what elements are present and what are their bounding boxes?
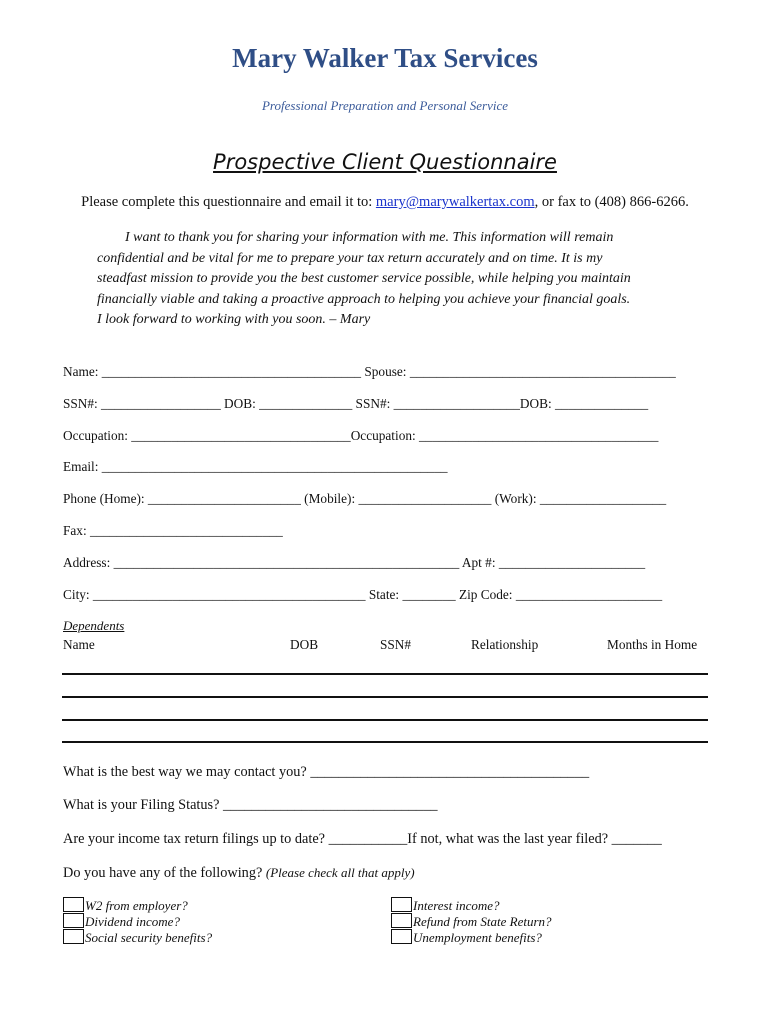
instructions: [0, 194, 770, 211]
checklist-item[interactable]: [63, 913, 212, 929]
dependents-col-months: Months in Home: [607, 637, 698, 652]
letter-line: I want to thank you for sharing your information with me. This information will remain: [125, 230, 614, 245]
checkbox[interactable]: [391, 897, 412, 912]
dependents-col-relationship: Relationship: [471, 637, 539, 652]
letter-line: confidential and be vital for me to prepare your tax return accurately and on time. It is my: [97, 250, 603, 266]
email-field[interactable]: Email: ____________________________________________________: [63, 459, 448, 474]
city-state-zip-field[interactable]: City: _________________________________________ State: ________ Zip Code: ______________________: [63, 587, 663, 602]
checklist-right: [391, 897, 552, 945]
checklist-left: [63, 897, 212, 945]
checklist-label: W2 from employer?: [85, 898, 188, 913]
name-spouse-field[interactable]: Name: _______________________________________ Spouse: ________________________________________: [63, 364, 676, 379]
contact-question[interactable]: What is the best way we may contact you? _______________________________________: [63, 764, 590, 780]
dependents-col-name: Name: [63, 637, 95, 652]
checklist-label: Social security benefits?: [85, 930, 213, 945]
letter-line: financially viable and taking a proactive approach to helping you achieve your financial goals.: [97, 291, 631, 307]
dependent-row-line[interactable]: [62, 673, 708, 675]
up-to-date-question[interactable]: Are your income tax return filings up to date? ___________If not, what was the last year filed? _______: [63, 831, 662, 847]
have-any-note: (Please check all that apply): [265, 865, 415, 880]
have-any-text: Do you have any of the following?: [63, 865, 263, 881]
address-field[interactable]: Address: ____________________________________________________ Apt #: ______________________: [63, 555, 646, 570]
checklist-item[interactable]: [391, 913, 552, 929]
dependent-row-line[interactable]: [62, 696, 708, 698]
letter-line: steadfast mission to provide you the best customer service possible, while helping you maintain: [97, 271, 631, 287]
checkbox[interactable]: [63, 913, 84, 928]
phone-field[interactable]: Phone (Home): _______________________ (Mobile): ____________________ (Work): ___________________: [63, 491, 667, 506]
letter-line: I look forward to working with you soon. – Mary: [97, 312, 371, 328]
instructions-prefix: Please complete this questionnaire and email it to:: [81, 194, 376, 210]
company-tagline: Professional Preparation and Personal Service: [261, 98, 508, 113]
have-any-question: [63, 865, 415, 882]
checkbox[interactable]: [63, 897, 84, 912]
checkbox[interactable]: [391, 929, 412, 944]
filing-status-question[interactable]: What is your Filing Status? ______________________________: [63, 797, 438, 813]
form-title: Prospective Client Questionnaire: [213, 150, 557, 174]
email-link[interactable]: mary@marywalkertax.com: [375, 194, 535, 210]
dependents-col-dob: DOB: [290, 637, 319, 652]
ssn-dob-field[interactable]: SSN#: __________________ DOB: ______________ SSN#: ___________________DOB: ______________: [63, 396, 649, 411]
fax-field[interactable]: Fax: _____________________________: [63, 523, 283, 538]
checklist-label: Refund from State Return?: [413, 914, 552, 929]
occupation-field[interactable]: Occupation: _________________________________Occupation: ____________________________________: [63, 428, 659, 443]
checklist-label: Unemployment benefits?: [413, 930, 542, 945]
checklist-item[interactable]: [391, 929, 552, 945]
thank-you-letter: [97, 228, 687, 331]
dependent-row-line[interactable]: [62, 741, 708, 743]
checklist-label: Interest income?: [413, 898, 500, 913]
checklist-item[interactable]: [391, 897, 552, 913]
checklist-item[interactable]: [63, 929, 212, 945]
instructions-suffix: , or fax to (408) 866-6266.: [534, 194, 689, 210]
dependents-heading: Dependents: [63, 618, 125, 633]
dependent-row-line[interactable]: [62, 719, 708, 721]
checklist-item[interactable]: [63, 897, 212, 913]
checkbox[interactable]: [391, 913, 412, 928]
dependents-col-ssn: SSN#: [380, 637, 412, 652]
checklist-label: Dividend income?: [85, 914, 180, 929]
checkbox[interactable]: [63, 929, 84, 944]
company-title: Mary Walker Tax Services: [232, 43, 538, 73]
